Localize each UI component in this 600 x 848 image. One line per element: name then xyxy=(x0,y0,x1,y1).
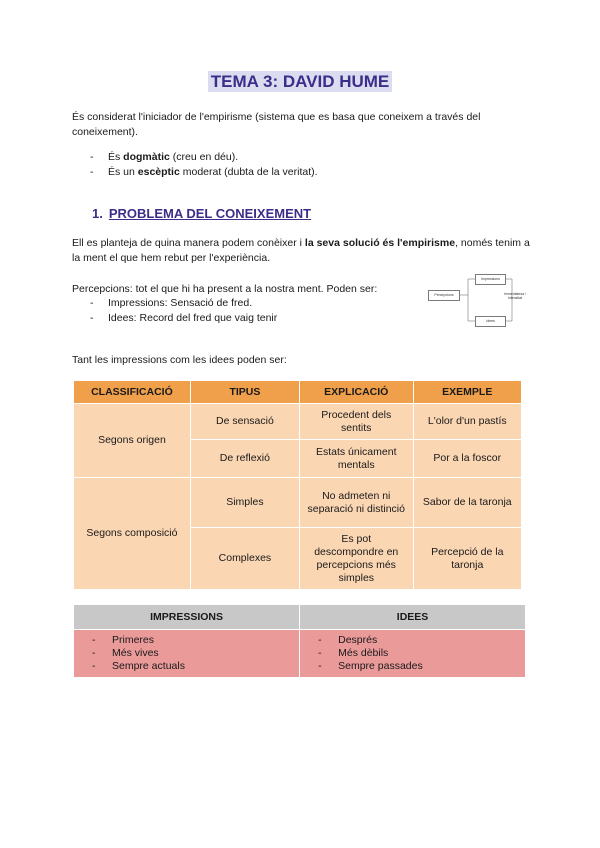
list-item: - Més dèbils xyxy=(318,647,389,659)
table-cell-example: Por a la foscor xyxy=(413,440,521,478)
table-cell-example: Sabor de la taronja xyxy=(413,478,521,528)
diagram-box-perception: Percepcions xyxy=(428,290,460,301)
list-item: - Més vives xyxy=(92,647,159,659)
perceptions-diagram xyxy=(420,270,530,330)
table-cell-example: L'olor d'un pastís xyxy=(413,404,521,440)
trait-item: - És dogmàtic (creu en déu). xyxy=(90,151,239,163)
perception-item: - Impressions: Sensació de fred. xyxy=(90,297,253,309)
table-cell-explanation: No admeten ni separació ni distinció xyxy=(299,478,413,528)
problem-paragraph: Ell es planteja de quina manera podem conèixer i la seva solució és l'empirisme, només tenim a la ment el que hem rebut per l'experiència. xyxy=(72,237,530,264)
table-cell-type: Simples xyxy=(190,478,299,528)
table-header: CLASSIFICACIÓ xyxy=(74,381,191,404)
table-cell-type: De reflexió xyxy=(190,440,299,478)
table-cell-type: De sensació xyxy=(190,404,299,440)
list-item: - Sempre actuals xyxy=(92,660,185,672)
section-heading: 1. PROBLEMA DEL CONEIXEMENT xyxy=(92,206,312,221)
ideas-list xyxy=(300,630,526,678)
diagram-box-impressions: Impressions xyxy=(475,274,506,285)
table-cell-example: Percepció de la taronja xyxy=(413,528,521,590)
list-item: - Després xyxy=(318,634,378,646)
perception-item: - Idees: Record del fred que vaig tenir xyxy=(90,312,278,324)
table-header: EXPLICACIÓ xyxy=(299,381,413,404)
impressions-list xyxy=(74,630,300,678)
diagram-box-ideas: Idees xyxy=(475,316,506,327)
table-cell-classification: Segons composició xyxy=(74,478,191,590)
page-title-text: TEMA 3: DAVID HUME xyxy=(208,71,393,92)
list-item: - Sempre passades xyxy=(318,660,423,672)
comparison-table xyxy=(73,604,526,678)
perceptions-intro: Percepcions: tot el que hi ha present a la nostra ment. Poden ser: xyxy=(72,283,378,295)
table-header: EXEMPLE xyxy=(413,381,521,404)
table-header: TIPUS xyxy=(190,381,299,404)
classification-table xyxy=(73,380,522,590)
table-cell-explanation: Procedent dels sentits xyxy=(299,404,413,440)
page-title xyxy=(0,72,600,92)
table-header: IMPRESSIONS xyxy=(74,605,300,630)
list-item: - Primeres xyxy=(92,634,155,646)
table-cell-type: Complexes xyxy=(190,528,299,590)
both-text: Tant les impressions com les idees poden ser: xyxy=(72,354,287,366)
trait-item: - És un escèptic moderat (dubta de la veritat). xyxy=(90,166,318,178)
table-header: IDEES xyxy=(300,605,526,630)
diagram-relation-label: Immediatesa / Intensitat xyxy=(504,292,526,300)
intro-paragraph: És considerat l'iniciador de l'empirisme (sistema que es basa que coneixem a través del coneixement). xyxy=(72,111,481,138)
table-cell-classification: Segons origen xyxy=(74,404,191,478)
table-cell-explanation: Es pot descompondre en percepcions més simples xyxy=(299,528,413,590)
table-cell-explanation: Estats únicament mentals xyxy=(299,440,413,478)
